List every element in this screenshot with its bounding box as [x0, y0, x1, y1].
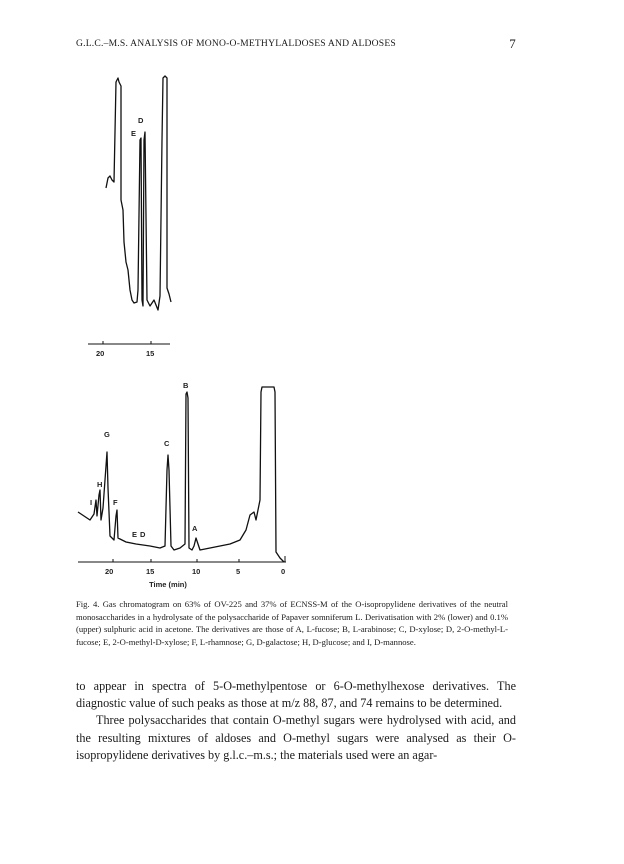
lower-chromatogram [78, 387, 284, 562]
lower-peak-label-a: A [192, 524, 198, 533]
running-title: G.L.C.–M.S. ANALYSIS OF MONO-O-METHYLALDOSES AND ALDOSES [76, 38, 396, 49]
lower-trace [78, 387, 284, 562]
lower-peak-label-b: B [183, 381, 189, 390]
lower-tick-label-0: 0 [281, 567, 286, 576]
lower-peak-label-e: E [132, 530, 138, 539]
lower-tick-label-15: 15 [146, 567, 155, 576]
upper-tick-label-15: 15 [146, 349, 155, 358]
figure-caption: Fig. 4. Gas chromatogram on 63% of OV-225 and 37% of ECNSS-M of the O-isopropylidene derivatives of the neutral monosaccharides in a hydrolysate of the polysaccharide of Papaver somniferum L. Derivatisation with 2% (lower) and 0.1% (upper) sulphuric acid in acetone. The derivatives are those of A, L-fucose; B, L-arabinose; C, D-xylose; D, 2-O-methyl-L-fucose; E, 2-O-methyl-D-xylose; F, L-rhamnose; G, D-galactose; H, D-glucose; and I, D-mannose. [76, 599, 508, 647]
upper-peak-label-e: E [131, 129, 137, 138]
lower-peak-label-f: F [113, 498, 118, 507]
lower-axis-title: Time (min) [149, 580, 187, 589]
paragraph: to appear in spectra of 5-O-methylpentose or 6-O-methylhexose derivatives. The diagnostic value of such peaks as those at m/z 88, 87, and 74 remains to be determined. [76, 679, 516, 711]
lower-tick-label-5: 5 [236, 567, 241, 576]
upper-tick-label-20: 20 [96, 349, 105, 358]
lower-tick-label-10: 10 [192, 567, 201, 576]
lower-peak-label-c: C [164, 439, 170, 448]
lower-time-axis [78, 556, 286, 562]
lower-tick-label-20: 20 [105, 567, 114, 576]
upper-chromatogram [106, 76, 171, 310]
lower-peak-label-g: G [104, 430, 110, 439]
upper-time-axis [88, 341, 170, 344]
page-number: 7 [509, 36, 516, 51]
lower-peak-label-i: I [90, 498, 93, 507]
body-text [76, 678, 516, 764]
upper-peak-label-d: D [138, 116, 144, 125]
lower-peak-label-d: D [140, 530, 146, 539]
lower-peak-label-h: H [97, 480, 103, 489]
paragraph: Three polysaccharides that contain O-methyl sugars were hydrolysed with acid, and the resulting mixtures of aldoses and O-methyl sugars were analysed as their O-isopropylidene derivatives by g.l.c.–m.s.; the materials used were an agar- [76, 713, 516, 762]
upper-trace [106, 76, 171, 310]
